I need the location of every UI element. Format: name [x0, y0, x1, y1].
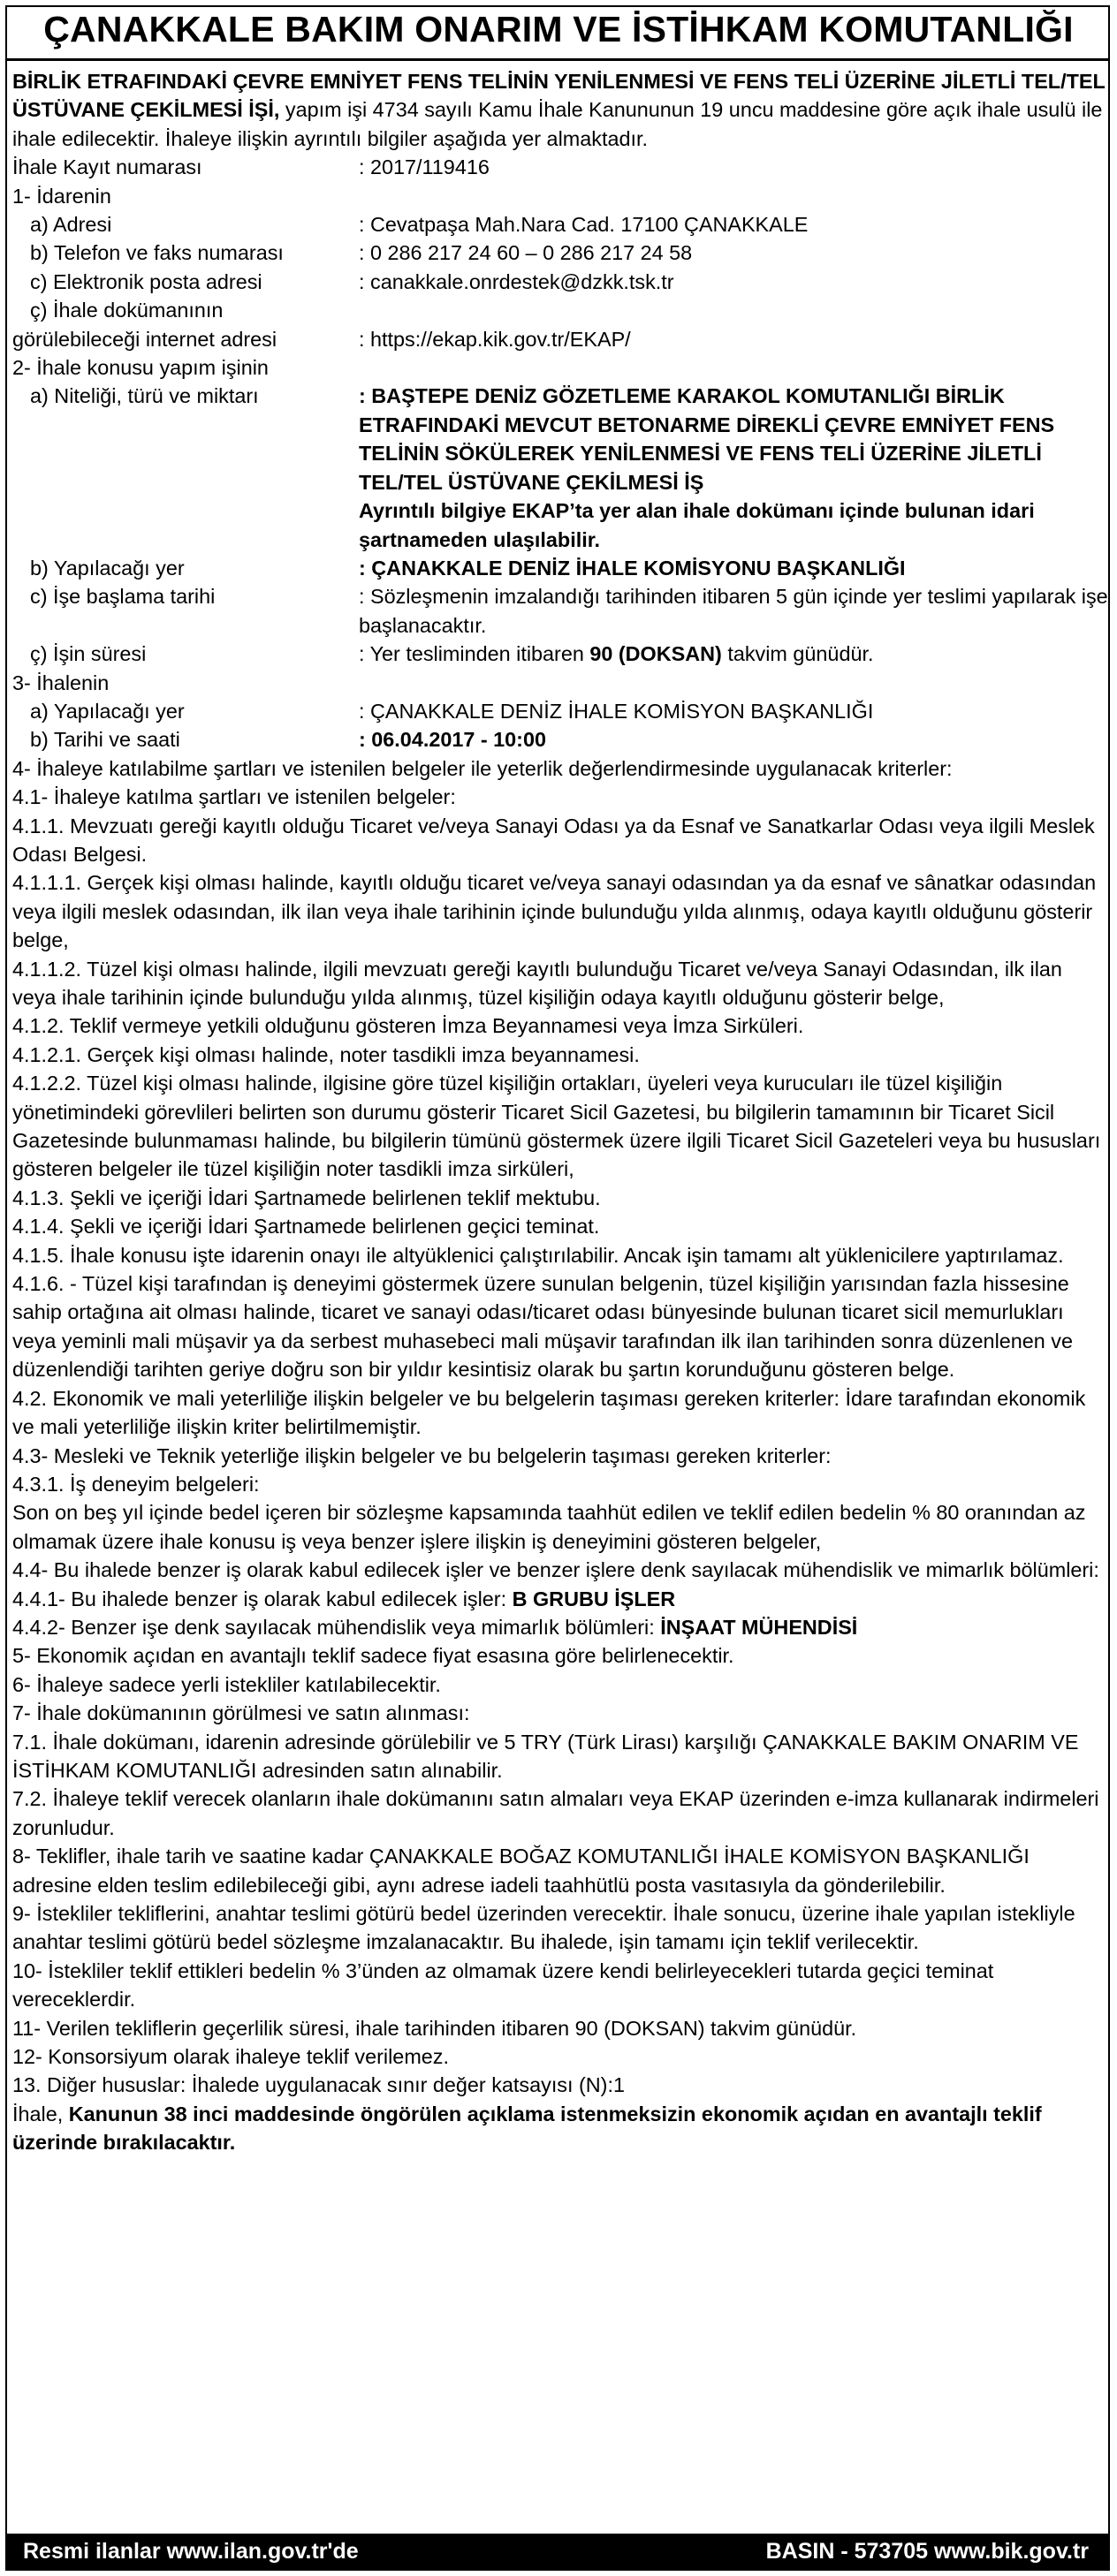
intro-text: yapım işi 4734 sayılı Kamu İhale Kanununun 19 uncu maddesine göre açık ihale usulü ile ihale edilecektir. İhaleye ilişkin ayrıntılı bilgiler aşağıda yer almaktadır.: [12, 98, 1103, 150]
tarih-value: : 06.04.2017 - 10:00: [359, 728, 546, 752]
info-row-tarih: [12, 725, 1108, 754]
intro-paragraph: [12, 67, 1108, 153]
konu-heading: 2- İhale konusu yapım işinin: [12, 356, 269, 380]
section-4: 4- İhaleye katılabilme şartları ve istenilen belgeler ile yeterlik değerlendirmesinde uygulanacak kriterler:: [12, 756, 953, 780]
section-4-1-6: 4.1.6. - Tüzel kişi tarafından iş deneyimi göstermek üzere sunulan belgenin, tüzel kişiliğin yarısından fazla hissesine sahip ortağına ait olması halinde, ticaret ve sanayi odası/ticaret odası bünyesinde bulunan ticaret sicil memurlukları veya yeminli mali müşavir ya da serbest muhasebeci mali müşavir tarafından ilk ilan tarihinden sonra düzenlenen ve düzenlendiği tarihten geriye doğru son bir yıldır kesintisiz olarak bu şartın korunduğunu gösteren belge.: [12, 1272, 1074, 1382]
section-4-4: 4.4- Bu ihalede benzer iş olarak kabul edilecek işler ve benzer işlere denk sayılacak mühendislik ve mimarlık bölümleri:: [12, 1558, 1099, 1582]
section-4-4-1-value: B GRUBU İŞLER: [512, 1587, 676, 1610]
info-row-sure: [12, 640, 1108, 668]
section-5: 5- Ekonomik açıdan en avantajlı teklif sadece fiyat esasına göre belirlenecektir.: [12, 1644, 734, 1668]
ihale-yer-value: : ÇANAKKALE DENİZ İHALE KOMİSYON BAŞKANLIĞI: [359, 699, 874, 723]
info-row-email: [12, 268, 1108, 296]
dokuman-label-line1: ç) İhale dokümanının: [30, 299, 224, 322]
idare-heading: 1- İdarenin: [12, 184, 111, 208]
section-4-1-2-2: 4.1.2.2. Tüzel kişi olması halinde, ilgisine göre tüzel kişiliğin ortakları, üyeleri veya kurucuları ile tüzel kişiliğin yönetimindeki görevlileri belirten son durumu gösterir Ticaret Sicil Gazetesi, bu bilgilerin tamamının bir Ticaret Sicil Gazetesinde bulunmaması halinde, bu bilgilerin tümünü göstermek üzere ilgili Ticaret Sicil Gazeteleri veya bu hususları gösteren belgeler ile tüzel kişiliğin noter tasdikli imza sirküleri,: [12, 1072, 1101, 1181]
dokuman-label-line2: görülebileceği internet adresi: [12, 327, 277, 351]
info-row-telefon: [12, 239, 1108, 267]
section-9: 9- İstekliler tekliflerini, anahtar teslimi götürü bedel üzerinden verecektir. İhale sonucu, üzerine ihale yapılan istekliyle anahtar teslimi götürü bedel sözleşme imzalanacaktır. Bu ihalede, işin tamamı için teklif verilecektir.: [12, 1902, 1075, 1954]
section-4-1-2-1: 4.1.2.1. Gerçek kişi olması halinde, noter tasdikli imza beyannamesi.: [12, 1042, 640, 1066]
section-11: 11- Verilen tekliflerin geçerlilik süresi, ihale tarihinden itibaren 90 (DOKSAN) takvim günüdür.: [12, 2016, 857, 2040]
section-4-1-1-1: 4.1.1.1. Gerçek kişi olması halinde, kayıtlı olduğu ticaret ve/veya sanayi odasından ya da esnaf ve sânatkar odasından veya ilgili meslek odasından, ilk ilan veya ihale tarihinin içinde bulunduğu yılda alınmış, odaya kayıtlı olduğunu gösterir belge,: [12, 871, 1097, 952]
info-row-nitelik: [12, 382, 1108, 553]
kayit-value: : 2017/119416: [359, 155, 490, 179]
footer-bar: [7, 2534, 1110, 2569]
section-6: 6- İhaleye sadece yerli istekliler katılabilecektir.: [12, 1672, 441, 1696]
sure-label: ç) İşin süresi: [30, 642, 147, 666]
dokuman-url: : https://ekap.kik.gov.tr/EKAP/: [359, 327, 631, 351]
info-row-kayit: [12, 153, 1108, 181]
telefon-label: b) Telefon ve faks numarası: [30, 241, 284, 265]
title-divider: [7, 58, 1110, 61]
intro-work-title: BİRLİK ETRAFINDAKİ ÇEVRE EMNİYET FENS TELİNİN YENİLENMESİ VE FENS TELİ ÜZERİNE JİLETLİ TEL/TEL ÜSTÜVANE ÇEKİLMESİ İŞİ,: [12, 70, 1106, 122]
section-4-4-1-text: 4.4.1- Bu ihalede benzer iş olarak kabul edilecek işler:: [12, 1587, 513, 1610]
nitelik-label: a) Niteliği, türü ve miktarı: [30, 384, 259, 408]
tarih-label: b) Tarihi ve saati: [30, 728, 180, 752]
section-4-4-2: [12, 1613, 1108, 1641]
page-title: ÇANAKKALE BAKIM ONARIM VE İSTİHKAM KOMUTANLIĞI: [43, 9, 1074, 49]
sure-value-pre: : Yer tesliminden itibaren: [359, 642, 590, 666]
yer-value: : ÇANAKKALE DENİZ İHALE KOMİSYONU BAŞKANLIĞI: [359, 556, 906, 580]
section-7: 7- İhale dokümanının görülmesi ve satın alınması:: [12, 1701, 470, 1725]
section-4-4-1: [12, 1585, 1108, 1613]
section-4-1-3: 4.1.3. Şekli ve içeriği İdari Şartnamede belirlenen teklif mektubu.: [12, 1186, 601, 1209]
ihalenin-heading: 3- İhalenin: [12, 671, 110, 694]
adres-label: a) Adresi: [30, 213, 112, 237]
section-4-3-1: 4.3.1. İş deneyim belgeleri:: [12, 1472, 260, 1496]
adres-value: : Cevatpaşa Mah.Nara Cad. 17100 ÇANAKKALE: [359, 213, 809, 237]
yer-label: b) Yapılacağı yer: [30, 556, 185, 580]
section-4-1-5: 4.1.5. İhale konusu işte idarenin onayı ile altyüklenici çalıştırılabilir. Ancak işin tamamı alt yüklenicilere yaptırılamaz.: [12, 1243, 1064, 1267]
section-7-2: 7.2. İhaleye teklif verecek olanların ihale dokümanını satın almaları veya EKAP üzerinden e-imza kullanarak indirmeleri zorunludur.: [12, 1787, 1099, 1839]
section-4-1-4: 4.1.4. Şekli ve içeriği İdari Şartnamede belirlenen geçici teminat.: [12, 1215, 600, 1239]
footer-left-text: Resmi ilanlar www.ilan.gov.tr'de: [23, 2539, 359, 2564]
sure-value-post: takvim günüdür.: [721, 642, 874, 666]
section-4-1: 4.1- İhaleye katılma şartları ve istenilen belgeler:: [12, 785, 456, 809]
closing-bold-text: Kanunun 38 inci maddesinde öngörülen açıklama istenmeksizin ekonomik açıdan en avantajlı teklif üzerinde bırakılacaktır.: [12, 2102, 1042, 2155]
announcement-body: [12, 67, 1108, 2157]
section-4-4-2-text: 4.4.2- Benzer işe denk sayılacak mühendislik veya mimarlık bölümleri:: [12, 1615, 661, 1639]
closing-text: İhale,: [12, 2102, 69, 2125]
info-row-ihale-yer: [12, 697, 1108, 725]
section-13: 13. Diğer hususlar: İhalede uygulanacak sınır değer katsayısı (N):1: [12, 2073, 625, 2097]
section-8: 8- Teklifler, ihale tarih ve saatine kadar ÇANAKKALE BOĞAZ KOMUTANLIĞI İHALE KOMİSYON BAŞKANLIĞI adresine elden teslim edilebileceği gibi, aynı adrese iadeli taahhütlü posta vasıtasıyla da gönderilebilir.: [12, 1845, 1030, 1897]
sure-value-days: 90 (DOKSAN): [589, 642, 722, 666]
footer-right-text: BASIN - 573705 www.bik.gov.tr: [765, 2539, 1089, 2564]
baslama-label: c) İşe başlama tarihi: [30, 585, 216, 609]
ihale-yer-label: a) Yapılacağı yer: [30, 699, 185, 723]
info-row-adres: [12, 210, 1108, 239]
section-10: 10- İstekliler teklif ettikleri bedelin % 3’ünden az olmamak üzere kendi belirleyecekleri tutarda geçici teminat vereceklerdir.: [12, 1959, 994, 2012]
email-value: : canakkale.onrdestek@dzkk.tsk.tr: [359, 269, 674, 293]
section-7-1: 7.1. İhale dokümanı, idarenin adresinde görülebilir ve 5 TRY (Türk Lirası) karşılığı ÇANAKKALE BAKIM ONARIM VE İSTİHKAM KOMUTANLIĞI adresinden satın alınabilir.: [12, 1730, 1079, 1782]
section-12: 12- Konsorsiyum olarak ihaleye teklif verilemez.: [12, 2045, 450, 2069]
baslama-value: : Sözleşmenin imzalandığı tarihinden itibaren 5 gün içinde yer teslimi yapılarak işe başlanacaktır.: [359, 585, 1108, 637]
section-4-4-2-value: İNŞAAT MÜHENDİSİ: [660, 1615, 858, 1639]
email-label: c) Elektronik posta adresi: [30, 269, 262, 293]
nitelik-value: [359, 382, 1108, 553]
info-row-yer: [12, 554, 1108, 582]
kayit-label: İhale Kayıt numarası: [12, 155, 202, 179]
telefon-value: : 0 286 217 24 60 – 0 286 217 24 58: [359, 241, 693, 265]
info-row-dokuman: [12, 325, 1108, 353]
sure-value: [359, 640, 1108, 668]
closing-paragraph: [12, 2100, 1108, 2157]
section-4-1-2: 4.1.2. Teklif vermeye yetkili olduğunu gösteren İmza Beyannamesi veya İmza Sirküleri.: [12, 1014, 804, 1038]
nitelik-description: : BAŞTEPE DENİZ GÖZETLEME KARAKOL KOMUTANLIĞI BİRLİK ETRAFINDAKİ MEVCUT BETONARME DİREKLİ ÇEVRE EMNİYET FENS TELİNİN SÖKÜLEREK YENİLENMESİ VE FENS TELİ ÜZERİNE JİLETLİ TEL/TEL ÜSTÜVANE ÇEKİLMESİ İŞ: [359, 384, 1055, 494]
info-row-baslama: [12, 582, 1108, 640]
nitelik-note: Ayrıntılı bilgiye EKAP’ta yer alan ihale dokümanı içinde bulunan idari şartnameden ulaşılabilir.: [359, 499, 1035, 551]
section-4-1-1-2: 4.1.1.2. Tüzel kişi olması halinde, ilgili mevzuatı gereği kayıtlı bulunduğu Ticaret ve/veya Sanayi Odasından, ilk ilan veya ihale tarihinin içinde bulunduğu yılda alınmış, tüzel kişiliğin odaya kayıtlı olduğunu gösterir belge,: [12, 957, 1062, 1009]
section-4-2: 4.2. Ekonomik ve mali yeterliliğe ilişkin belgeler ve bu belgelerin taşıması gereken kriterler: İdare tarafından ekonomik ve mali yeterliliğe ilişkin kriter belirtilmemiştir.: [12, 1386, 1086, 1439]
section-4-1-1: 4.1.1. Mevzuatı gereği kayıtlı olduğu Ticaret ve/veya Sanayi Odası ya da Esnaf ve Sanatkarlar Odası veya ilgili Meslek Odası Belgesi.: [12, 814, 1095, 866]
section-4-3-1-text: Son on beş yıl içinde bedel içeren bir sözleşme kapsamında taahhüt edilen ve teklif edilen bedelin % 80 oranından az olmamak üzere ihale konusu iş veya benzer işlere ilişkin iş deneyimini gösteren belgeler,: [12, 1501, 1086, 1553]
section-4-3: 4.3- Mesleki ve Teknik yeterliğe ilişkin belgeler ve bu belgelerin taşıması gereken kriterler:: [12, 1443, 832, 1467]
